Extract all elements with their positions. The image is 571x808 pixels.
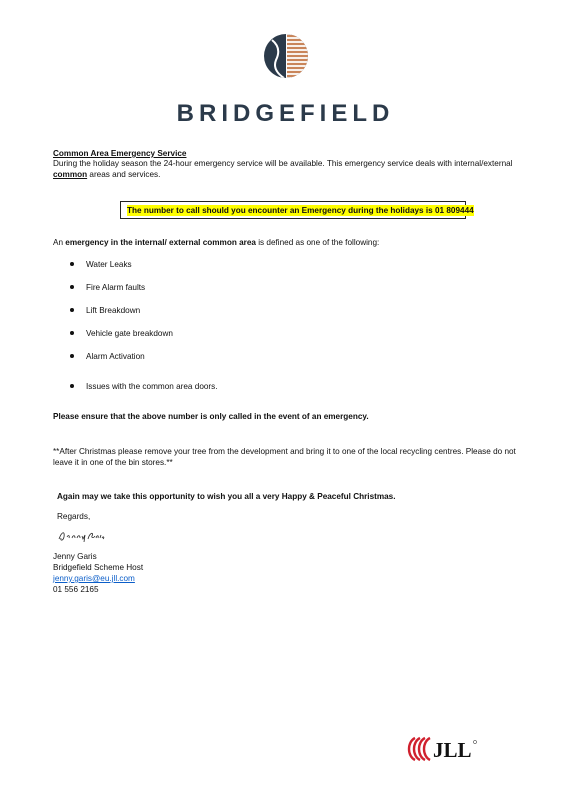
signatory-title: Bridgefield Scheme Host: [53, 563, 144, 572]
email-link[interactable]: jenny.garis@eu.jll.com: [53, 574, 135, 583]
emergency-number-callout: [120, 201, 474, 219]
section-title: Common Area Emergency Service: [53, 149, 187, 158]
emergency-number-text: The number to call should you encounter an Emergency during the holidays is 01 809444: [127, 206, 474, 215]
list-item-label: Lift Breakdown: [86, 306, 141, 315]
jll-logo-text: JLL: [433, 738, 472, 762]
intro-paragraph: [53, 158, 528, 180]
definition-line: [53, 237, 379, 248]
phone-number: 01 556 2165: [53, 585, 99, 594]
regards-text: Regards,: [57, 512, 91, 521]
bullet-dot: [70, 331, 74, 335]
bullet-dot: [70, 285, 74, 289]
season-wishes: Again may we take this opportunity to wish you all a very Happy & Peaceful Christmas.: [57, 492, 396, 501]
jll-logo-icon: [403, 734, 483, 764]
bullet-dot: [70, 354, 74, 358]
signatory-name: Jenny Garis: [53, 552, 97, 561]
signature-icon: [56, 529, 106, 543]
bullet-dot: [70, 262, 74, 266]
warning-text: Please ensure that the above number is only called in the event of an emergency.: [53, 412, 369, 421]
list-item-label: Issues with the common area doors.: [86, 382, 218, 391]
definition-prefix: An: [53, 238, 66, 247]
tree-note: **After Christmas please remove your tree from the development and bring it to one of the local recycling centres. Please do not leave it in one of the bin stores.**: [53, 447, 516, 468]
definition-suffix: is defined as one of the following:: [255, 238, 380, 247]
list-item-label: Water Leaks: [86, 260, 132, 269]
intro-common-word: common: [53, 170, 88, 180]
bridgefield-logo-icon: [262, 30, 310, 82]
brand-name: BRIDGEFIELD: [176, 100, 395, 127]
intro-text: During the holiday season the 24-hour emergency service will be available. This emergency service deals with internal/external: [53, 159, 513, 168]
bullet-dot: [70, 384, 74, 388]
list-item-label: Alarm Activation: [86, 352, 145, 361]
definition-bold: emergency in the internal/ external common area: [65, 238, 256, 247]
bullet-dot: [70, 308, 74, 312]
list-item-label: Vehicle gate breakdown: [86, 329, 173, 338]
list-item-label: Fire Alarm faults: [86, 283, 146, 292]
intro-tail: areas and services.: [87, 170, 161, 180]
